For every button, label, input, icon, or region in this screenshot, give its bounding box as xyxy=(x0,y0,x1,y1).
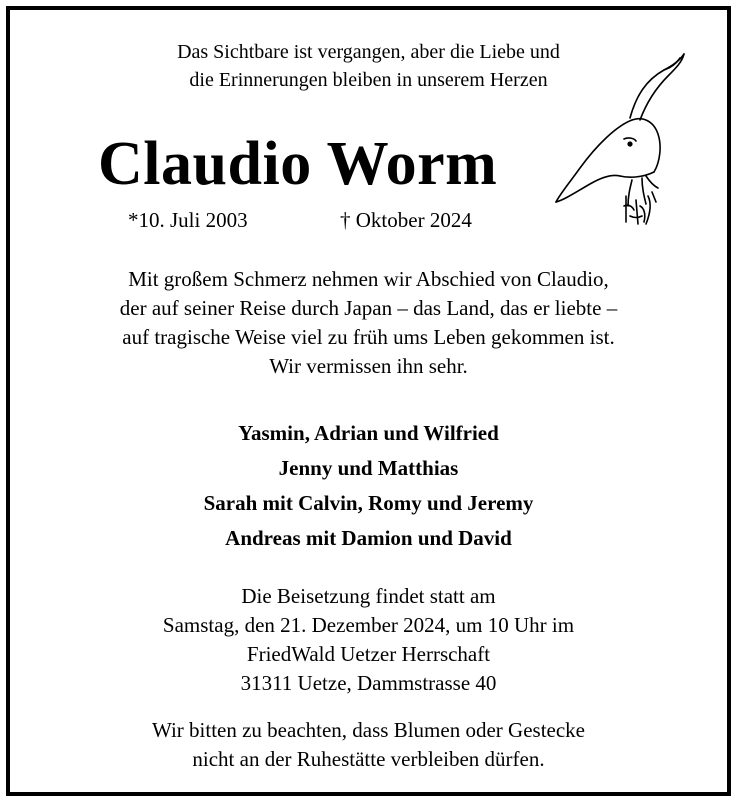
text-line: der auf seiner Reise durch Japan – das Land, das er liebte – xyxy=(119,296,618,320)
family-line: Andreas mit Damion und David xyxy=(225,526,512,550)
burial-info xyxy=(10,582,727,698)
deceased-name: Claudio Worm xyxy=(98,130,498,198)
text-line: Mit großem Schmerz nehmen wir Abschied von Claudio, xyxy=(128,267,609,291)
family-line: Jenny und Matthias xyxy=(278,456,459,480)
note-line: nicht an der Ruhestätte verbleiben dürfen. xyxy=(192,747,545,771)
quote-line: die Erinnerungen bleiben in unserem Herzen xyxy=(189,69,548,91)
closing-note xyxy=(10,716,727,774)
obituary-notice xyxy=(6,6,731,796)
family-line: Yasmin, Adrian und Wilfried xyxy=(238,421,499,445)
text-line: auf tragische Weise viel zu früh ums Leben gekommen ist. xyxy=(122,325,615,349)
note-line: Wir bitten zu beachten, dass Blumen oder Gestecke xyxy=(151,718,585,742)
farewell-text xyxy=(10,265,727,381)
burial-line: Die Beisetzung findet statt am xyxy=(241,584,496,608)
quote-line: Das Sichtbare ist vergangen, aber die Liebe und xyxy=(177,41,560,63)
text-line: Wir vermissen ihn sehr. xyxy=(269,354,468,378)
hand-drawn-figure-sketch-icon xyxy=(546,46,696,236)
burial-line: 31311 Uetze, Dammstrasse 40 xyxy=(240,671,497,695)
death-date: † Oktober 2024 xyxy=(340,208,472,232)
family-names xyxy=(10,416,727,556)
birth-date: *10. Juli 2003 xyxy=(128,208,248,232)
burial-line: Samstag, den 21. Dezember 2024, um 10 Uhr im xyxy=(162,613,575,637)
burial-line: FriedWald Uetzer Herrschaft xyxy=(246,642,491,666)
family-line: Sarah mit Calvin, Romy und Jeremy xyxy=(203,491,534,515)
